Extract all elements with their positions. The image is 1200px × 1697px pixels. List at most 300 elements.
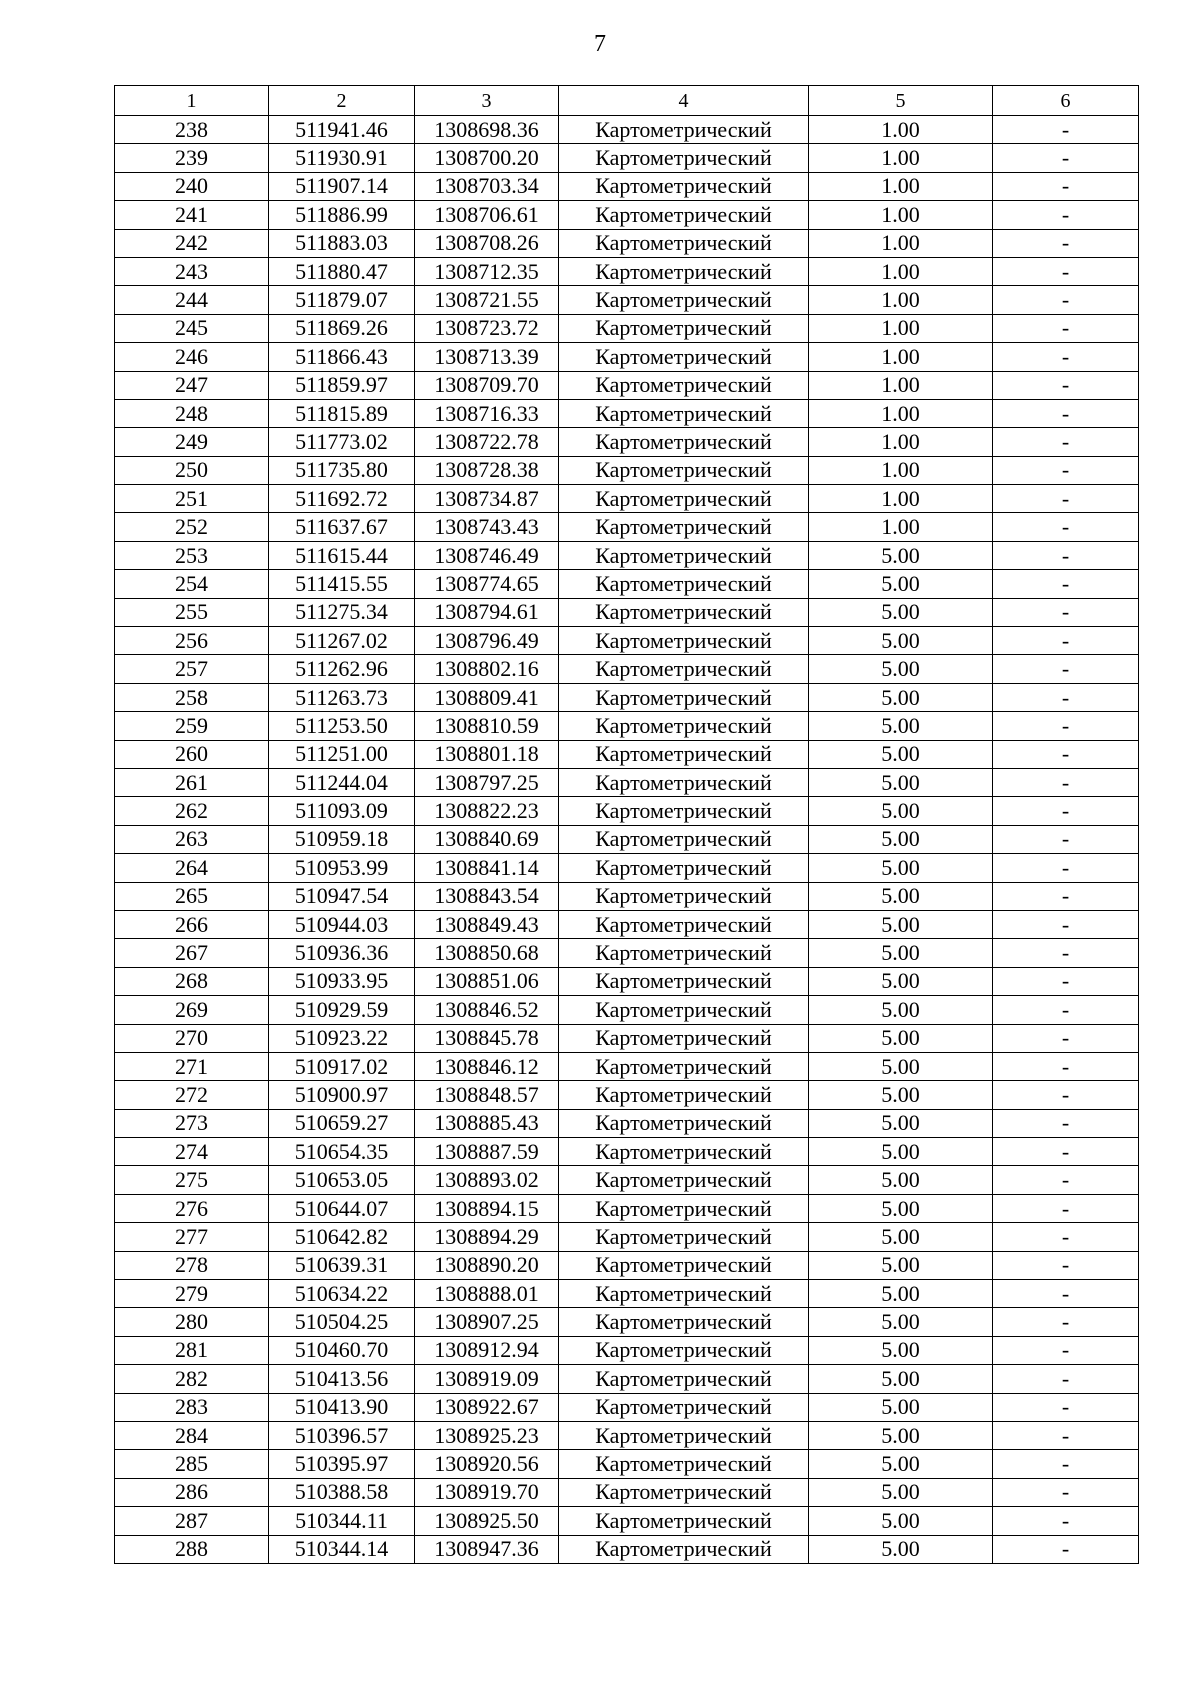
- point-number-cell: 243: [115, 257, 269, 285]
- accuracy-cell: 1.00: [809, 314, 993, 342]
- point-number-cell: 251: [115, 485, 269, 513]
- method-cell: Картометрический: [559, 116, 809, 144]
- point-number-cell: 250: [115, 456, 269, 484]
- x-coordinate-cell: 511615.44: [269, 541, 415, 569]
- note-cell: -: [993, 1450, 1139, 1478]
- x-coordinate-cell: 511815.89: [269, 399, 415, 427]
- method-cell: Картометрический: [559, 229, 809, 257]
- x-coordinate-cell: 510959.18: [269, 825, 415, 853]
- point-number-cell: 258: [115, 683, 269, 711]
- point-number-cell: 267: [115, 939, 269, 967]
- point-number-cell: 241: [115, 201, 269, 229]
- x-coordinate-cell: 511244.04: [269, 768, 415, 796]
- point-number-cell: 273: [115, 1109, 269, 1137]
- y-coordinate-cell: 1308846.12: [415, 1052, 559, 1080]
- table-row: [115, 854, 1139, 882]
- table-row: [115, 712, 1139, 740]
- point-number-cell: 272: [115, 1081, 269, 1109]
- note-cell: -: [993, 1478, 1139, 1506]
- x-coordinate-cell: 510944.03: [269, 910, 415, 938]
- note-cell: -: [993, 712, 1139, 740]
- y-coordinate-cell: 1308912.94: [415, 1336, 559, 1364]
- point-number-cell: 286: [115, 1478, 269, 1506]
- point-number-cell: 285: [115, 1450, 269, 1478]
- point-number-cell: 244: [115, 286, 269, 314]
- y-coordinate-cell: 1308700.20: [415, 144, 559, 172]
- point-number-cell: 276: [115, 1194, 269, 1222]
- table-row: [115, 257, 1139, 285]
- table-row: [115, 1138, 1139, 1166]
- accuracy-cell: 5.00: [809, 768, 993, 796]
- method-cell: Картометрический: [559, 286, 809, 314]
- y-coordinate-cell: 1308822.23: [415, 797, 559, 825]
- method-cell: Картометрический: [559, 570, 809, 598]
- accuracy-cell: 5.00: [809, 1450, 993, 1478]
- table-row: [115, 1052, 1139, 1080]
- method-cell: Картометрический: [559, 314, 809, 342]
- accuracy-cell: 5.00: [809, 1251, 993, 1279]
- header-cell-6: 6: [993, 86, 1139, 116]
- accuracy-cell: 5.00: [809, 1138, 993, 1166]
- method-cell: Картометрический: [559, 1393, 809, 1421]
- accuracy-cell: 5.00: [809, 967, 993, 995]
- y-coordinate-cell: 1308712.35: [415, 257, 559, 285]
- table-row: [115, 939, 1139, 967]
- x-coordinate-cell: 510344.14: [269, 1535, 415, 1563]
- point-number-cell: 238: [115, 116, 269, 144]
- accuracy-cell: 5.00: [809, 627, 993, 655]
- point-number-cell: 281: [115, 1336, 269, 1364]
- method-cell: Картометрический: [559, 1421, 809, 1449]
- x-coordinate-cell: 510644.07: [269, 1194, 415, 1222]
- point-number-cell: 262: [115, 797, 269, 825]
- x-coordinate-cell: 510504.25: [269, 1308, 415, 1336]
- y-coordinate-cell: 1308851.06: [415, 967, 559, 995]
- y-coordinate-cell: 1308709.70: [415, 371, 559, 399]
- method-cell: Картометрический: [559, 825, 809, 853]
- accuracy-cell: 5.00: [809, 1166, 993, 1194]
- y-coordinate-cell: 1308698.36: [415, 116, 559, 144]
- x-coordinate-cell: 510936.36: [269, 939, 415, 967]
- coordinates-table: [114, 85, 1139, 1564]
- table-row: [115, 1166, 1139, 1194]
- x-coordinate-cell: 511880.47: [269, 257, 415, 285]
- x-coordinate-cell: 510929.59: [269, 996, 415, 1024]
- method-cell: Картометрический: [559, 854, 809, 882]
- x-coordinate-cell: 510654.35: [269, 1138, 415, 1166]
- y-coordinate-cell: 1308887.59: [415, 1138, 559, 1166]
- accuracy-cell: 1.00: [809, 428, 993, 456]
- y-coordinate-cell: 1308797.25: [415, 768, 559, 796]
- note-cell: -: [993, 854, 1139, 882]
- point-number-cell: 287: [115, 1507, 269, 1535]
- point-number-cell: 274: [115, 1138, 269, 1166]
- y-coordinate-cell: 1308849.43: [415, 910, 559, 938]
- y-coordinate-cell: 1308850.68: [415, 939, 559, 967]
- y-coordinate-cell: 1308848.57: [415, 1081, 559, 1109]
- note-cell: -: [993, 1251, 1139, 1279]
- accuracy-cell: 5.00: [809, 1194, 993, 1222]
- accuracy-cell: 5.00: [809, 1365, 993, 1393]
- point-number-cell: 265: [115, 882, 269, 910]
- table-row: [115, 172, 1139, 200]
- y-coordinate-cell: 1308796.49: [415, 627, 559, 655]
- x-coordinate-cell: 510413.56: [269, 1365, 415, 1393]
- point-number-cell: 254: [115, 570, 269, 598]
- method-cell: Картометрический: [559, 428, 809, 456]
- header-cell-4: 4: [559, 86, 809, 116]
- y-coordinate-cell: 1308703.34: [415, 172, 559, 200]
- table-row: [115, 485, 1139, 513]
- table-row: [115, 683, 1139, 711]
- method-cell: Картометрический: [559, 712, 809, 740]
- accuracy-cell: 5.00: [809, 1081, 993, 1109]
- x-coordinate-cell: 510900.97: [269, 1081, 415, 1109]
- method-cell: Картометрический: [559, 882, 809, 910]
- method-cell: Картометрический: [559, 1280, 809, 1308]
- method-cell: Картометрический: [559, 1223, 809, 1251]
- note-cell: -: [993, 627, 1139, 655]
- accuracy-cell: 5.00: [809, 598, 993, 626]
- point-number-cell: 253: [115, 541, 269, 569]
- table-row: [115, 1478, 1139, 1506]
- table-row: [115, 825, 1139, 853]
- header-cell-5: 5: [809, 86, 993, 116]
- x-coordinate-cell: 510933.95: [269, 967, 415, 995]
- table-row: [115, 1223, 1139, 1251]
- method-cell: Картометрический: [559, 627, 809, 655]
- x-coordinate-cell: 511866.43: [269, 343, 415, 371]
- accuracy-cell: 5.00: [809, 996, 993, 1024]
- point-number-cell: 242: [115, 229, 269, 257]
- point-number-cell: 280: [115, 1308, 269, 1336]
- y-coordinate-cell: 1308716.33: [415, 399, 559, 427]
- table-row: [115, 1450, 1139, 1478]
- x-coordinate-cell: 511869.26: [269, 314, 415, 342]
- x-coordinate-cell: 510653.05: [269, 1166, 415, 1194]
- x-coordinate-cell: 510344.11: [269, 1507, 415, 1535]
- method-cell: Картометрический: [559, 598, 809, 626]
- method-cell: Картометрический: [559, 939, 809, 967]
- note-cell: -: [993, 485, 1139, 513]
- note-cell: -: [993, 1308, 1139, 1336]
- point-number-cell: 270: [115, 1024, 269, 1052]
- x-coordinate-cell: 510947.54: [269, 882, 415, 910]
- table-row: [115, 456, 1139, 484]
- accuracy-cell: 1.00: [809, 229, 993, 257]
- y-coordinate-cell: 1308925.23: [415, 1421, 559, 1449]
- accuracy-cell: 1.00: [809, 201, 993, 229]
- y-coordinate-cell: 1308708.26: [415, 229, 559, 257]
- method-cell: Картометрический: [559, 201, 809, 229]
- point-number-cell: 264: [115, 854, 269, 882]
- table-row: [115, 399, 1139, 427]
- accuracy-cell: 5.00: [809, 797, 993, 825]
- point-number-cell: 249: [115, 428, 269, 456]
- point-number-cell: 288: [115, 1535, 269, 1563]
- accuracy-cell: 5.00: [809, 683, 993, 711]
- table-row: [115, 910, 1139, 938]
- point-number-cell: 282: [115, 1365, 269, 1393]
- table-row: [115, 1535, 1139, 1563]
- method-cell: Картометрический: [559, 768, 809, 796]
- accuracy-cell: 5.00: [809, 1535, 993, 1563]
- method-cell: Картометрический: [559, 1365, 809, 1393]
- x-coordinate-cell: 510395.97: [269, 1450, 415, 1478]
- x-coordinate-cell: 511251.00: [269, 740, 415, 768]
- method-cell: Картометрический: [559, 172, 809, 200]
- method-cell: Картометрический: [559, 456, 809, 484]
- header-cell-3: 3: [415, 86, 559, 116]
- table-row: [115, 144, 1139, 172]
- y-coordinate-cell: 1308885.43: [415, 1109, 559, 1137]
- table-row: [115, 768, 1139, 796]
- note-cell: -: [993, 825, 1139, 853]
- x-coordinate-cell: 510634.22: [269, 1280, 415, 1308]
- x-coordinate-cell: 510460.70: [269, 1336, 415, 1364]
- note-cell: -: [993, 1535, 1139, 1563]
- method-cell: Картометрический: [559, 485, 809, 513]
- note-cell: -: [993, 144, 1139, 172]
- accuracy-cell: 1.00: [809, 286, 993, 314]
- x-coordinate-cell: 511859.97: [269, 371, 415, 399]
- table-row: [115, 996, 1139, 1024]
- table-row: [115, 1365, 1139, 1393]
- accuracy-cell: 1.00: [809, 116, 993, 144]
- accuracy-cell: 5.00: [809, 1308, 993, 1336]
- y-coordinate-cell: 1308743.43: [415, 513, 559, 541]
- x-coordinate-cell: 511637.67: [269, 513, 415, 541]
- accuracy-cell: 1.00: [809, 343, 993, 371]
- accuracy-cell: 5.00: [809, 541, 993, 569]
- table-row: [115, 570, 1139, 598]
- note-cell: -: [993, 797, 1139, 825]
- accuracy-cell: 5.00: [809, 570, 993, 598]
- method-cell: Картометрический: [559, 343, 809, 371]
- x-coordinate-cell: 511415.55: [269, 570, 415, 598]
- note-cell: -: [993, 229, 1139, 257]
- x-coordinate-cell: 510659.27: [269, 1109, 415, 1137]
- accuracy-cell: 5.00: [809, 1109, 993, 1137]
- note-cell: -: [993, 201, 1139, 229]
- method-cell: Картометрический: [559, 1308, 809, 1336]
- note-cell: -: [993, 768, 1139, 796]
- accuracy-cell: 5.00: [809, 825, 993, 853]
- note-cell: -: [993, 598, 1139, 626]
- table-row: [115, 314, 1139, 342]
- point-number-cell: 240: [115, 172, 269, 200]
- note-cell: -: [993, 343, 1139, 371]
- note-cell: -: [993, 1138, 1139, 1166]
- table-row: [115, 1109, 1139, 1137]
- table-row: [115, 882, 1139, 910]
- note-cell: -: [993, 910, 1139, 938]
- method-cell: Картометрический: [559, 1478, 809, 1506]
- note-cell: -: [993, 257, 1139, 285]
- method-cell: Картометрический: [559, 967, 809, 995]
- note-cell: -: [993, 1166, 1139, 1194]
- table-row: [115, 1194, 1139, 1222]
- y-coordinate-cell: 1308802.16: [415, 655, 559, 683]
- note-cell: -: [993, 371, 1139, 399]
- table-row: [115, 1024, 1139, 1052]
- header-cell-2: 2: [269, 86, 415, 116]
- note-cell: -: [993, 1109, 1139, 1137]
- point-number-cell: 259: [115, 712, 269, 740]
- x-coordinate-cell: 511886.99: [269, 201, 415, 229]
- x-coordinate-cell: 511907.14: [269, 172, 415, 200]
- method-cell: Картометрический: [559, 371, 809, 399]
- x-coordinate-cell: 511883.03: [269, 229, 415, 257]
- y-coordinate-cell: 1308794.61: [415, 598, 559, 626]
- table-row: [115, 598, 1139, 626]
- accuracy-cell: 1.00: [809, 144, 993, 172]
- x-coordinate-cell: 511275.34: [269, 598, 415, 626]
- accuracy-cell: 5.00: [809, 1024, 993, 1052]
- method-cell: Картометрический: [559, 399, 809, 427]
- point-number-cell: 277: [115, 1223, 269, 1251]
- table-row: [115, 116, 1139, 144]
- method-cell: Картометрический: [559, 541, 809, 569]
- y-coordinate-cell: 1308845.78: [415, 1024, 559, 1052]
- accuracy-cell: 1.00: [809, 485, 993, 513]
- y-coordinate-cell: 1308947.36: [415, 1535, 559, 1563]
- method-cell: Картометрический: [559, 683, 809, 711]
- table-row: [115, 1507, 1139, 1535]
- point-number-cell: 239: [115, 144, 269, 172]
- method-cell: Картометрический: [559, 797, 809, 825]
- table-row: [115, 343, 1139, 371]
- x-coordinate-cell: 511692.72: [269, 485, 415, 513]
- y-coordinate-cell: 1308746.49: [415, 541, 559, 569]
- y-coordinate-cell: 1308728.38: [415, 456, 559, 484]
- header-row: [115, 86, 1139, 116]
- y-coordinate-cell: 1308706.61: [415, 201, 559, 229]
- y-coordinate-cell: 1308890.20: [415, 1251, 559, 1279]
- note-cell: -: [993, 116, 1139, 144]
- note-cell: -: [993, 1336, 1139, 1364]
- y-coordinate-cell: 1308888.01: [415, 1280, 559, 1308]
- table-row: [115, 627, 1139, 655]
- note-cell: -: [993, 513, 1139, 541]
- note-cell: -: [993, 314, 1139, 342]
- note-cell: -: [993, 1223, 1139, 1251]
- note-cell: -: [993, 428, 1139, 456]
- x-coordinate-cell: 511263.73: [269, 683, 415, 711]
- table-row: [115, 797, 1139, 825]
- x-coordinate-cell: 511262.96: [269, 655, 415, 683]
- y-coordinate-cell: 1308713.39: [415, 343, 559, 371]
- table-row: [115, 286, 1139, 314]
- accuracy-cell: 5.00: [809, 939, 993, 967]
- note-cell: -: [993, 967, 1139, 995]
- table-row: [115, 1336, 1139, 1364]
- note-cell: -: [993, 1052, 1139, 1080]
- accuracy-cell: 5.00: [809, 1421, 993, 1449]
- point-number-cell: 260: [115, 740, 269, 768]
- point-number-cell: 248: [115, 399, 269, 427]
- table-row: [115, 513, 1139, 541]
- note-cell: -: [993, 655, 1139, 683]
- method-cell: Картометрический: [559, 1138, 809, 1166]
- table-row: [115, 428, 1139, 456]
- x-coordinate-cell: 511267.02: [269, 627, 415, 655]
- x-coordinate-cell: 511735.80: [269, 456, 415, 484]
- y-coordinate-cell: 1308843.54: [415, 882, 559, 910]
- y-coordinate-cell: 1308894.29: [415, 1223, 559, 1251]
- accuracy-cell: 1.00: [809, 172, 993, 200]
- method-cell: Картометрический: [559, 1081, 809, 1109]
- accuracy-cell: 5.00: [809, 1336, 993, 1364]
- table-row: [115, 967, 1139, 995]
- x-coordinate-cell: 511773.02: [269, 428, 415, 456]
- point-number-cell: 268: [115, 967, 269, 995]
- method-cell: Картометрический: [559, 1109, 809, 1137]
- method-cell: Картометрический: [559, 655, 809, 683]
- table-row: [115, 371, 1139, 399]
- method-cell: Картометрический: [559, 1535, 809, 1563]
- accuracy-cell: 1.00: [809, 371, 993, 399]
- note-cell: -: [993, 1393, 1139, 1421]
- table-row: [115, 1421, 1139, 1449]
- header-cell-1: 1: [115, 86, 269, 116]
- point-number-cell: 252: [115, 513, 269, 541]
- x-coordinate-cell: 510923.22: [269, 1024, 415, 1052]
- point-number-cell: 257: [115, 655, 269, 683]
- x-coordinate-cell: 510388.58: [269, 1478, 415, 1506]
- method-cell: Картометрический: [559, 740, 809, 768]
- table-row: [115, 1280, 1139, 1308]
- point-number-cell: 263: [115, 825, 269, 853]
- accuracy-cell: 5.00: [809, 1280, 993, 1308]
- table-header: [115, 86, 1139, 116]
- method-cell: Картометрический: [559, 1052, 809, 1080]
- table-row: [115, 1393, 1139, 1421]
- accuracy-cell: 5.00: [809, 1393, 993, 1421]
- point-number-cell: 271: [115, 1052, 269, 1080]
- note-cell: -: [993, 286, 1139, 314]
- table-row: [115, 740, 1139, 768]
- page-number: 7: [594, 31, 606, 57]
- y-coordinate-cell: 1308734.87: [415, 485, 559, 513]
- x-coordinate-cell: 510639.31: [269, 1251, 415, 1279]
- point-number-cell: 261: [115, 768, 269, 796]
- note-cell: -: [993, 1421, 1139, 1449]
- table-row: [115, 201, 1139, 229]
- point-number-cell: 246: [115, 343, 269, 371]
- y-coordinate-cell: 1308721.55: [415, 286, 559, 314]
- method-cell: Картометрический: [559, 144, 809, 172]
- point-number-cell: 283: [115, 1393, 269, 1421]
- note-cell: -: [993, 172, 1139, 200]
- accuracy-cell: 5.00: [809, 882, 993, 910]
- y-coordinate-cell: 1308774.65: [415, 570, 559, 598]
- note-cell: -: [993, 541, 1139, 569]
- table-row: [115, 541, 1139, 569]
- accuracy-cell: 5.00: [809, 1507, 993, 1535]
- method-cell: Картометрический: [559, 513, 809, 541]
- accuracy-cell: 5.00: [809, 712, 993, 740]
- accuracy-cell: 1.00: [809, 257, 993, 285]
- method-cell: Картометрический: [559, 1507, 809, 1535]
- method-cell: Картометрический: [559, 1166, 809, 1194]
- x-coordinate-cell: 510953.99: [269, 854, 415, 882]
- y-coordinate-cell: 1308920.56: [415, 1450, 559, 1478]
- y-coordinate-cell: 1308919.70: [415, 1478, 559, 1506]
- point-number-cell: 279: [115, 1280, 269, 1308]
- y-coordinate-cell: 1308840.69: [415, 825, 559, 853]
- accuracy-cell: 5.00: [809, 655, 993, 683]
